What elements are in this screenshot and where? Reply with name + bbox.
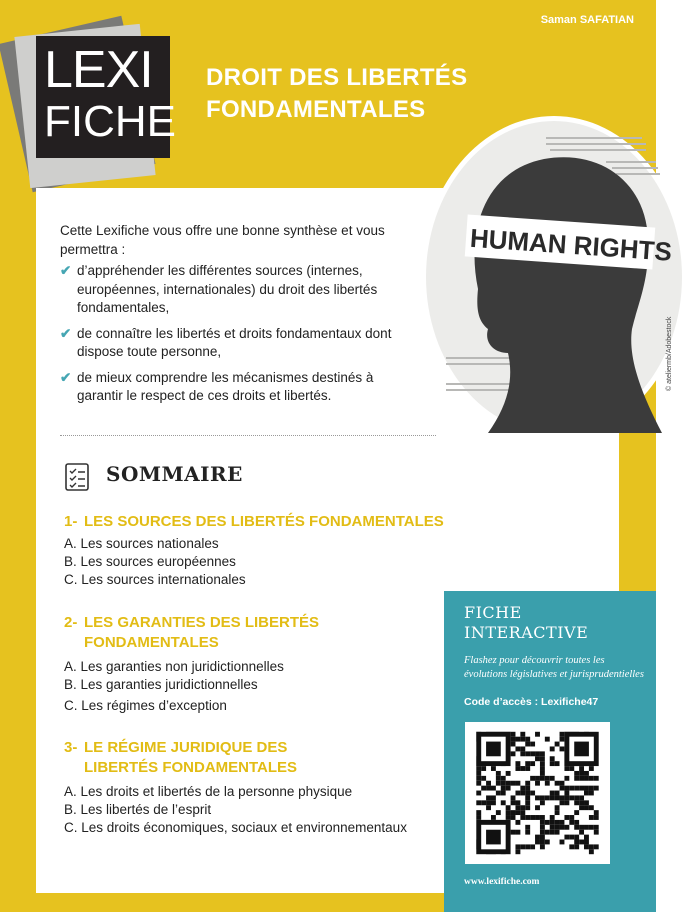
author-name: Saman SAFATIAN bbox=[540, 14, 634, 26]
intro-bullet: ✔ d’appréhender les différentes sources (internes, européennes, internationales) du droit des libertés fondamentales, bbox=[60, 263, 378, 315]
section-item: B. Les sources européennes bbox=[64, 554, 236, 569]
qr-code[interactable] bbox=[465, 722, 610, 864]
sommaire-section-1 bbox=[64, 512, 444, 589]
section-item: B. Les libertés de l’esprit bbox=[64, 802, 212, 817]
section-item: C. Les sources internationales bbox=[64, 572, 246, 587]
section-heading: 2- LES GARANTIES DES LIBERTÉS FONDAMENTALES bbox=[64, 614, 320, 651]
interactive-title: FICHE INTERACTIVE bbox=[464, 603, 589, 642]
human-rights-text: HUMAN RIGHTS bbox=[469, 222, 673, 267]
access-code: Code d’accès : Lexifiche47 bbox=[464, 696, 599, 708]
head-silhouette-icon bbox=[426, 121, 682, 433]
title-line2: FONDAMENTALES bbox=[206, 96, 426, 123]
page-title bbox=[206, 62, 516, 126]
section-heading: 3- LE RÉGIME JURIDIQUE DES LIBERTÉS FONDAMENTALES bbox=[64, 739, 298, 776]
dotted-divider bbox=[60, 435, 436, 436]
checklist-icon bbox=[62, 462, 92, 492]
sommaire-section-2 bbox=[64, 613, 444, 715]
section-item: A. Les sources nationales bbox=[64, 536, 219, 551]
sommaire-section-3 bbox=[64, 738, 444, 837]
sommaire-title: SOMMAIRE bbox=[106, 462, 243, 486]
section-item: A. Les droits et libertés de la personne physique bbox=[64, 784, 353, 799]
intro-bullet: ✔ de connaître les libertés et droits fondamentaux dont dispose toute personne, bbox=[60, 325, 392, 359]
title-line1: DROIT DES LIBERTÉS bbox=[206, 64, 468, 91]
interactive-description: Flashez pour découvrir toutes les évolutions législatives et jurisprudentielles bbox=[464, 655, 644, 680]
logo-line1: LEXI bbox=[44, 41, 153, 99]
intro-block bbox=[60, 222, 400, 413]
section-item: C. Les régimes d’exception bbox=[64, 698, 227, 713]
section-item: C. Les droits économiques, sociaux et environnementaux bbox=[64, 820, 407, 835]
website-link[interactable]: www.lexifiche.com bbox=[464, 877, 540, 887]
check-icon: ✔ bbox=[60, 325, 72, 341]
image-credit: © ateliermb/Adobestock bbox=[666, 316, 673, 391]
section-item: B. Les garanties juridictionnelles bbox=[64, 677, 258, 692]
intro-bullet: ✔ de mieux comprendre les mécanismes destinés à garantir le respect de ces droits et libertés. bbox=[60, 369, 374, 403]
qr-code-icon bbox=[465, 722, 610, 864]
check-icon: ✔ bbox=[60, 369, 72, 385]
intro-lead: Cette Lexifiche vous offre une bonne synthèse et vous permettra : bbox=[60, 223, 385, 257]
intro-list bbox=[60, 262, 400, 406]
section-heading: 1- LES SOURCES DES LIBERTÉS FONDAMENTALES bbox=[64, 513, 444, 530]
check-icon: ✔ bbox=[60, 263, 72, 278]
human-rights-illustration bbox=[421, 116, 687, 438]
logo-line2: FICHE bbox=[44, 97, 176, 146]
lexifiche-logo bbox=[36, 36, 176, 158]
section-item: A. Les garanties non juridictionnelles bbox=[64, 659, 284, 674]
